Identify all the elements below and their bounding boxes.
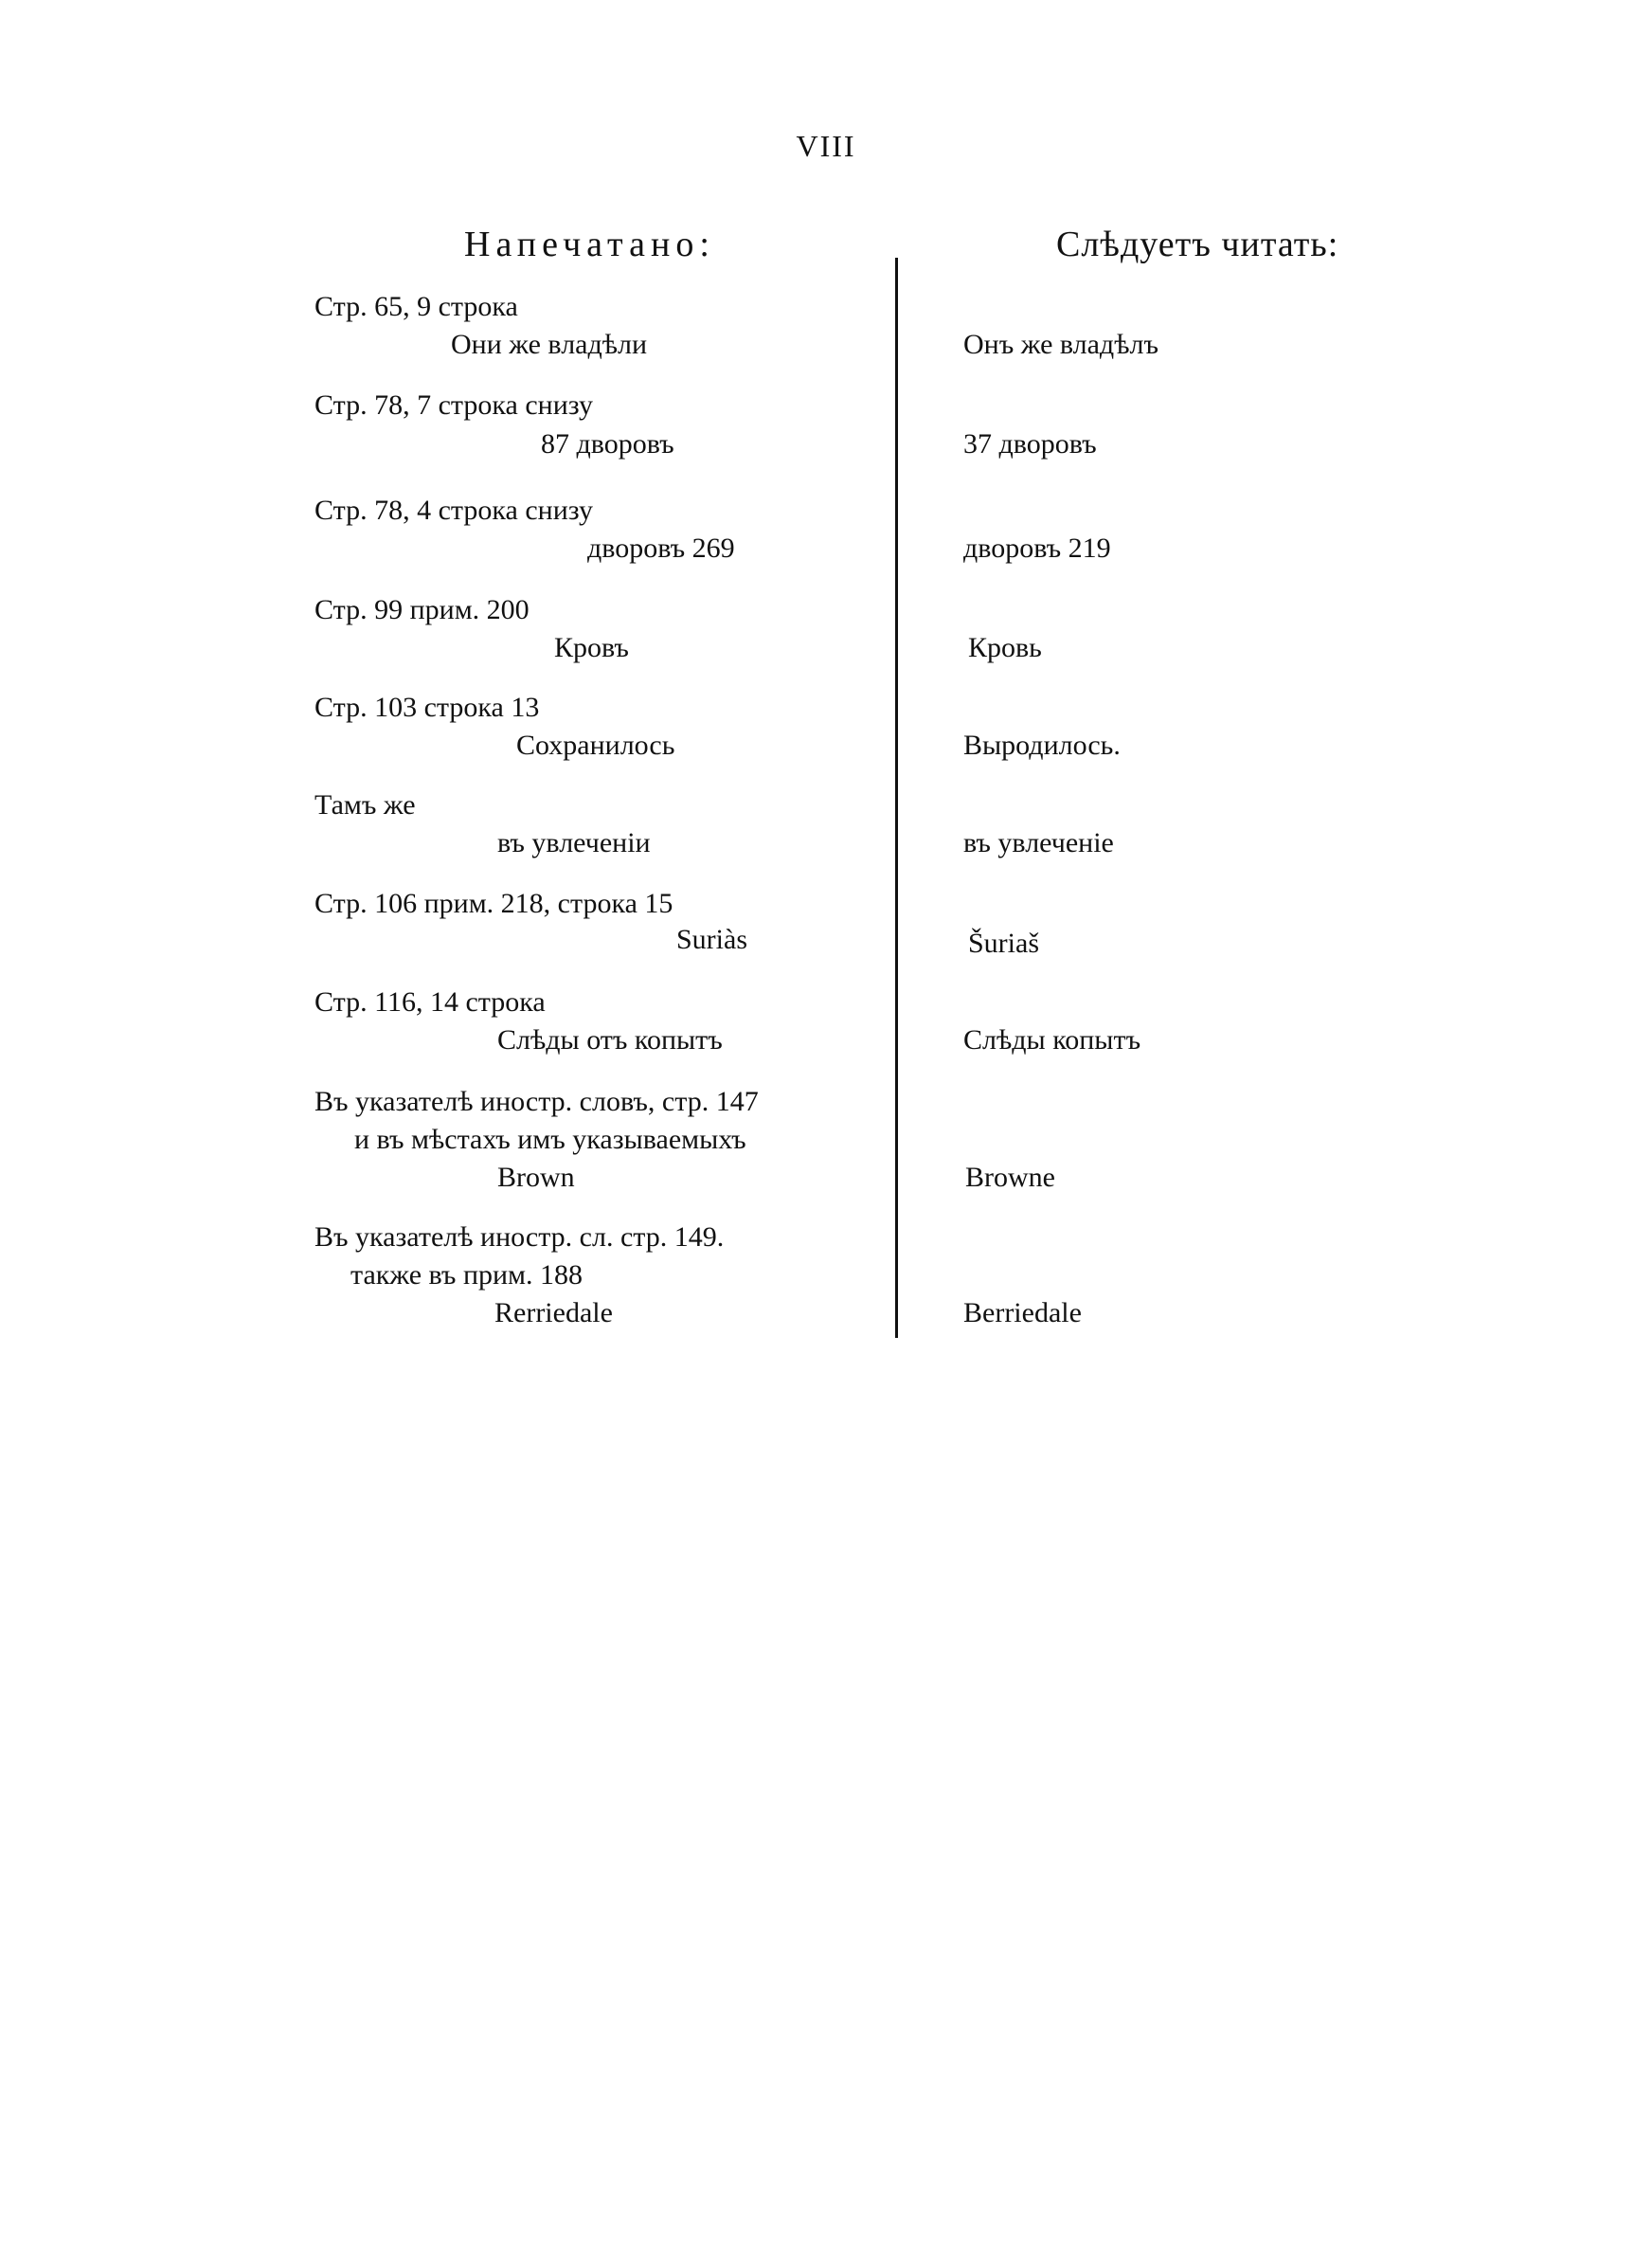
entry-ref-line: Стр. 116, 14 строка <box>314 986 546 1018</box>
entry-correct: Слѣды копытъ <box>963 1024 1141 1056</box>
entry-ref-line: Въ указателѣ иностр. словъ, стр. 147 <box>314 1086 759 1117</box>
entry-correct: Онъ же владѣлъ <box>963 329 1158 360</box>
entry-correct: дворовъ 219 <box>963 533 1111 564</box>
entry-correct: Кровь <box>968 632 1042 663</box>
entry-ref-line: Стр. 99 прим. 200 <box>314 594 530 625</box>
entry-printed: 87 дворовъ <box>541 428 674 460</box>
entry-ref-line: Стр. 65, 9 строка <box>314 291 518 322</box>
entry-ref-line: Стр. 106 прим. 218, строка 15 <box>314 888 673 919</box>
entry-ref-line: также въ прим. 188 <box>350 1259 584 1291</box>
entry-printed: въ увлеченіи <box>497 827 651 858</box>
page-number: VIII <box>796 129 856 163</box>
entry-ref-line: Въ указателѣ иностр. сл. стр. 149. <box>314 1221 725 1253</box>
column-header-should-read: Слѣдуетъ читать: <box>1056 225 1339 264</box>
column-header-printed: Напечатано: <box>464 225 715 264</box>
entry-printed: Rerriedale <box>494 1297 613 1328</box>
entry-printed: Кровъ <box>554 632 629 663</box>
column-divider <box>895 258 898 1338</box>
entry-correct: Выродилось. <box>963 730 1121 761</box>
entry-printed: Слѣды отъ копытъ <box>497 1024 723 1056</box>
entry-printed: дворовъ 269 <box>587 533 735 564</box>
entry-ref-line: и въ мѣстахъ имъ указываемыхъ <box>354 1124 746 1155</box>
entry-correct: Šuriaš <box>968 928 1039 959</box>
entry-printed: Brown <box>497 1162 575 1193</box>
entry-correct: Browne <box>965 1162 1055 1193</box>
entry-printed: Suriàs <box>676 924 747 955</box>
entry-ref-line: Стр. 103 строка 13 <box>314 692 540 723</box>
entry-printed: Они же владѣли <box>451 329 648 360</box>
entry-ref-line: Стр. 78, 7 строка снизу <box>314 389 593 421</box>
entry-ref-line: Стр. 78, 4 строка снизу <box>314 495 593 526</box>
entry-ref-line: Тамъ же <box>314 789 416 821</box>
entry-correct: Berriedale <box>963 1297 1082 1328</box>
entry-printed: Сохранилось <box>516 730 675 761</box>
entry-correct: въ увлеченіе <box>963 827 1114 858</box>
entry-correct: 37 дворовъ <box>963 428 1097 460</box>
